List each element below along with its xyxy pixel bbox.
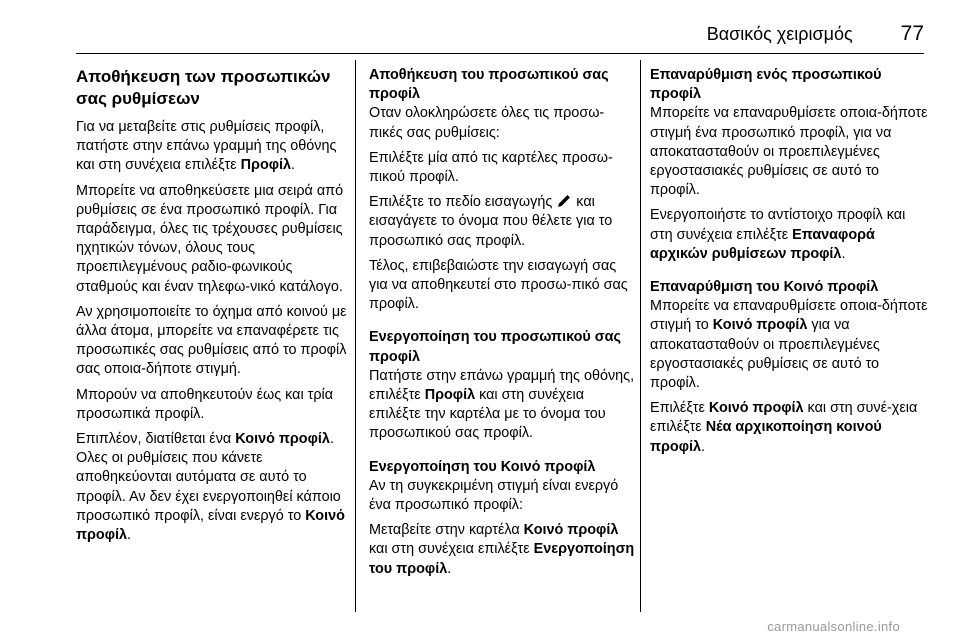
text: Πατήστε στην επάνω γραμμή της οθόνης, επιλέξτε bbox=[369, 367, 635, 404]
text: Μεταβείτε στην καρτέλα bbox=[369, 522, 524, 539]
paragraph bbox=[650, 399, 930, 457]
paragraph bbox=[369, 521, 635, 579]
paragraph bbox=[650, 297, 930, 393]
text: . bbox=[841, 245, 846, 262]
text: Επιλέξτε το πεδίο εισαγωγής bbox=[369, 194, 557, 211]
text: . bbox=[127, 527, 132, 544]
text: και εισαγάγετε το όνομα που θέλετε για το προσωπικό σας προφίλ. bbox=[369, 194, 613, 249]
ui-term-common-profile: Κοινό προφίλ bbox=[76, 507, 345, 544]
subheading: Ενεργοποίηση του Κοινό προφίλ bbox=[369, 458, 596, 475]
ui-term-profile: Προφίλ bbox=[424, 387, 476, 404]
subheading: Επαναρύθμιση ενός προσωπικού προφίλ bbox=[650, 67, 882, 103]
paragraph: Αν χρησιμοποιείτε το όχημα από κοινού με άλλα άτομα, μπορείτε να επαναφέρετε τις προσωπικές σας ρυθμίσεις από το προφίλ σας οποια-δήποτε στιγμή. bbox=[76, 303, 347, 378]
column-2 bbox=[369, 66, 635, 585]
text: και στη συνέχεια επιλέξτε την καρτέλα με το όνομα του προσωπικού σας προφίλ. bbox=[369, 387, 606, 442]
pencil-icon bbox=[556, 194, 572, 208]
ui-term-profile: Προφίλ bbox=[240, 157, 292, 174]
column-divider-2 bbox=[640, 60, 641, 612]
ui-term-common-profile: Κοινό προφίλ bbox=[708, 400, 804, 417]
paragraph bbox=[76, 430, 348, 545]
paragraph bbox=[76, 118, 348, 176]
ui-term-common-profile: Κοινό προφίλ bbox=[523, 522, 619, 539]
text: . Ολες οι ρυθμίσεις που κάνετε αποθηκεύονται αυτόματα σε αυτό το προφίλ. Αν δεν έχει ενεργοποιηθεί κάποιο προσωπικό προφίλ, είναι ενεργό το bbox=[76, 431, 341, 524]
paragraph: Αν τη συγκεκριμένη στιγμή είναι ενεργό ένα προσωπικό προφίλ: bbox=[369, 477, 619, 514]
ui-term-common-profile: Κοινό προφίλ bbox=[712, 317, 808, 334]
column-3 bbox=[650, 66, 930, 463]
paragraph: Οταν ολοκληρώσετε όλες τις προσω-πικές σας ρυθμίσεις: bbox=[369, 105, 605, 141]
text: . bbox=[291, 157, 296, 174]
text: Επιπλέον, διατίθεται ένα bbox=[76, 431, 236, 448]
paragraph bbox=[369, 367, 635, 444]
subheading: Αποθήκευση του προσωπικού σας προφίλ bbox=[369, 67, 609, 103]
text: Επιλέξτε bbox=[650, 400, 709, 417]
text: . bbox=[701, 438, 706, 455]
ui-term-reset-profile: Επαναφορά αρχικών ρυθμίσεων προφίλ bbox=[650, 226, 875, 262]
text: Για να μεταβείτε στις ρυθμίσεις προφίλ, πατήστε στην επάνω γραμμή της οθόνης και στη συνέχεια επιλέξτε bbox=[76, 119, 337, 174]
text: για να αποκατασταθούν οι προεπιλεγμένες εργοστασιακές ρυθμίσεις σε αυτό το προφίλ. bbox=[650, 317, 880, 392]
subheading: Επαναρύθμιση του Κοινό προφίλ bbox=[650, 279, 879, 296]
section-heading: Αποθήκευση των προσωπικών σας ρυθμίσεων bbox=[76, 67, 331, 108]
text: Ενεργοποιήστε το αντίστοιχο προφίλ και στη συνέχεια επιλέξτε bbox=[650, 207, 906, 243]
paragraph bbox=[650, 206, 930, 264]
text: Μπορείτε να επαναρυθμίσετε οποια-δήποτε στιγμή το bbox=[650, 298, 928, 334]
paragraph: Μπορείτε να αποθηκεύσετε μια σειρά από ρυθμίσεις σε ένα προσωπικό προφίλ. Για παράδειγμα, όλες τις τρέχουσες ρυθμίσεις ηχητικών τόνων, όλους τους προεπιλεγμένους ραδιο-φωνικούς σταθμούς και έναν τηλεφω-νικό κατάλογο. bbox=[76, 182, 344, 295]
watermark: carmanualsonline.info bbox=[767, 619, 900, 634]
paragraph: Επιλέξτε μία από τις καρτέλες προσω-πικού προφίλ. bbox=[369, 149, 613, 186]
ui-term-activate-profile: Ενεργοποίηση του προφίλ bbox=[369, 541, 635, 577]
column-divider-1 bbox=[355, 60, 356, 612]
text: και στη συνέχεια επιλέξτε bbox=[369, 541, 534, 558]
page-number: 77 bbox=[900, 22, 924, 45]
paragraph: Τέλος, επιβεβαιώστε την εισαγωγή σας για να αποθηκευτεί στο προσω-πικό σας προφίλ. bbox=[369, 257, 628, 313]
header-rule bbox=[76, 53, 924, 54]
column-1 bbox=[76, 66, 348, 551]
text: και στη συνέ-χεια επιλέξτε bbox=[650, 400, 918, 436]
paragraph: Μπορούν να αποθηκευτούν έως και τρία προσωπικά προφίλ. bbox=[76, 386, 334, 422]
paragraph bbox=[369, 193, 635, 251]
ui-term-reinit-common-profile: Νέα αρχικοποίηση κοινού προφίλ bbox=[650, 419, 882, 455]
running-head bbox=[76, 22, 924, 50]
ui-term-common-profile: Κοινό προφίλ bbox=[235, 431, 330, 448]
paragraph: Μπορείτε να επαναρυθμίσετε οποια-δήποτε στιγμή ένα προσωπικό προφίλ, για να αποκατασταθούν οι προεπιλεγμένες εργοστασιακές ρυθμίσεις σε αυτό το προφίλ. bbox=[650, 105, 928, 199]
text: . bbox=[447, 560, 452, 577]
subheading: Ενεργοποίηση του προσωπικού σας προφίλ bbox=[369, 329, 621, 365]
section-title: Βασικός χειρισμός bbox=[706, 24, 853, 44]
